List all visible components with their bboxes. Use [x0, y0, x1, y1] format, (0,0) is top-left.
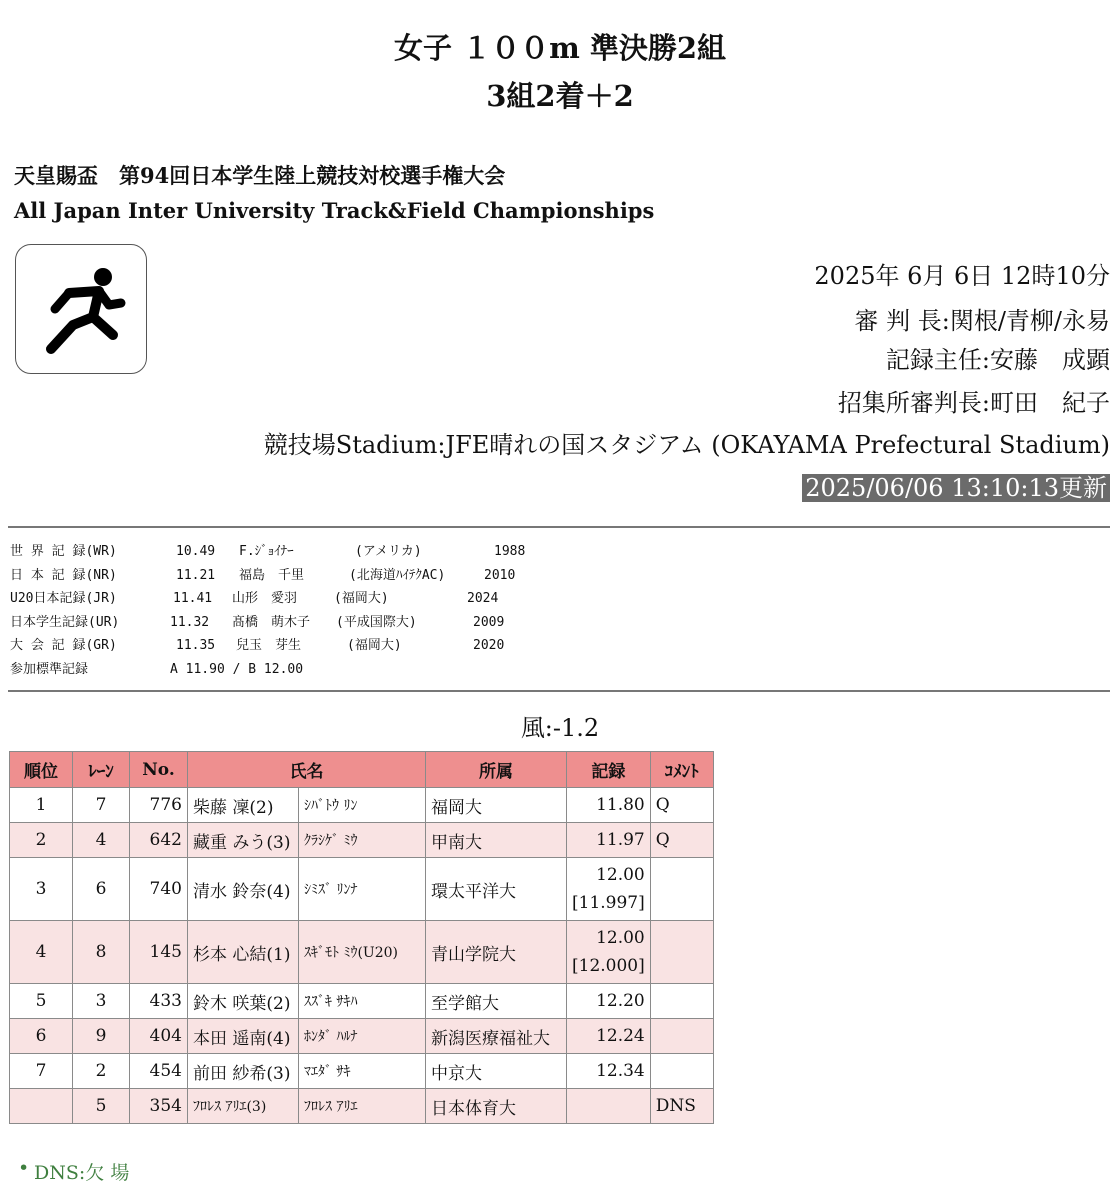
call-room-referee: 招集所審判長:町田 紀子 — [837, 389, 1110, 417]
qualification-rule: 3組2着＋2 — [486, 79, 634, 113]
wind-reading: 風:-1.2 — [520, 714, 600, 742]
table-row: 2 4 642 藏重 みう(3) ｸﾗｼｹﾞ ﾐｳ 甲南大 11.97 Q — [10, 823, 714, 858]
meet-name-ja: 天皇賜盃 第94回日本学生陸上競技対校選手権大会 — [14, 163, 506, 188]
referee: 審 判 長:関根/青柳/永易 — [854, 307, 1110, 335]
col-comment: ｺﾒﾝﾄ — [650, 752, 713, 788]
table-header — [10, 752, 714, 788]
divider — [8, 690, 1110, 692]
table-row: 5 3 433 鈴木 咲葉(2) ｽｽﾞｷ ｻｷﾊ 至学館大 12.20 — [10, 984, 714, 1019]
table-row: 1 7 776 柴藤 凜(2) ｼﾊﾞﾄｳ ﾘﾝ 福岡大 11.80 Q — [10, 788, 714, 823]
divider — [8, 526, 1110, 528]
table-row: 7 2 454 前田 紗希(3) ﾏｴﾀﾞ ｻｷ 中京大 12.34 — [10, 1054, 714, 1089]
dns-legend: • DNS:欠 場 — [34, 1158, 129, 1185]
results-table — [9, 751, 714, 1124]
sprinter-icon — [15, 244, 147, 374]
table-row: 4 8 145 杉本 心結(1) ｽｷﾞﾓﾄ ﾐｳ(U20) 青山学院大 12.00 [12.000] — [10, 921, 714, 984]
updated-badge: 2025/06/06 13:10:13更新 — [802, 474, 1110, 502]
col-name: 氏名 — [188, 752, 426, 788]
event-title: 女子 １００m 準決勝2組 — [393, 31, 727, 65]
stadium: 競技場Stadium:JFE晴れの国スタジアム (OKAYAMA Prefectural Stadium) — [263, 431, 1110, 459]
col-record: 記録 — [567, 752, 651, 788]
event-datetime: 2025年 6月 6日 12時10分 — [814, 262, 1110, 290]
chief-recorder: 記録主任:安藤 成顕 — [885, 346, 1110, 374]
col-number: No. — [130, 752, 188, 788]
col-lane: ﾚｰﾝ — [73, 752, 130, 788]
col-rank: 順位 — [10, 752, 73, 788]
table-row: 3 6 740 清水 鈴奈(4) ｼﾐｽﾞ ﾘﾝﾅ 環太平洋大 12.00 [11.997] — [10, 858, 714, 921]
table-row: 5 354 ﾌﾛﾚｽ ｱﾘｴ(3) ﾌﾛﾚｽ ｱﾘｴ 日本体育大 DNS — [10, 1089, 714, 1124]
col-team: 所属 — [426, 752, 567, 788]
last-updated — [802, 468, 1110, 503]
table-row: 6 9 404 本田 遥南(4) ﾎﾝﾀﾞ ﾊﾙﾅ 新潟医療福祉大 12.24 — [10, 1019, 714, 1054]
meet-name-en: All Japan Inter University Track&Field Championships — [14, 198, 655, 223]
